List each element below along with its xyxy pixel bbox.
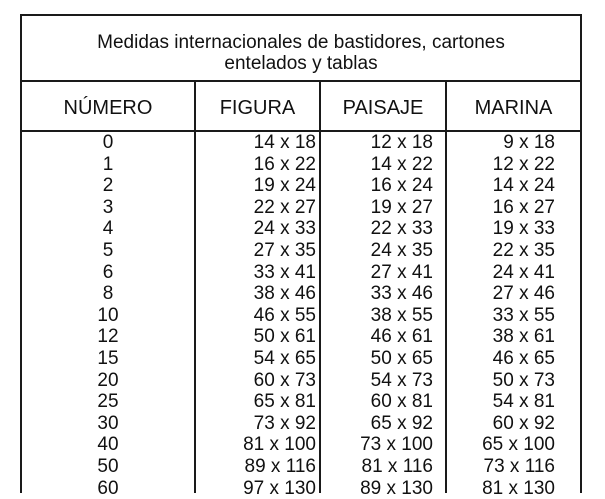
cell-marina: 22 x 35 xyxy=(443,240,555,262)
cell-numero: 25 xyxy=(22,391,194,413)
cell-marina: 16 x 27 xyxy=(443,197,555,219)
cell-numero: 4 xyxy=(22,218,194,240)
header-numero: NÚMERO xyxy=(22,82,194,130)
size-table xyxy=(20,14,582,493)
cell-figura: 97 x 130 xyxy=(194,478,316,499)
cell-paisaje: 50 x 65 xyxy=(321,348,433,370)
cell-figura: 46 x 55 xyxy=(194,305,316,327)
cell-marina: 9 x 18 xyxy=(443,132,555,154)
cell-figura: 33 x 41 xyxy=(194,262,316,284)
cell-figura: 14 x 18 xyxy=(194,132,316,154)
cell-figura: 54 x 65 xyxy=(194,348,316,370)
cell-paisaje: 33 x 46 xyxy=(321,283,433,305)
table-row xyxy=(22,262,580,284)
table-header-row xyxy=(22,82,580,132)
cell-numero: 0 xyxy=(22,132,194,154)
cell-numero: 2 xyxy=(22,175,194,197)
cell-figura: 65 x 81 xyxy=(194,391,316,413)
cell-paisaje: 54 x 73 xyxy=(321,370,433,392)
cell-paisaje: 73 x 100 xyxy=(321,434,433,456)
cell-paisaje: 27 x 41 xyxy=(321,262,433,284)
cell-numero: 8 xyxy=(22,283,194,305)
cell-marina: 14 x 24 xyxy=(443,175,555,197)
cell-numero: 12 xyxy=(22,326,194,348)
header-figura: FIGURA xyxy=(196,82,319,130)
table-title-line-1: Medidas internacionales de bastidores, cartones xyxy=(22,32,580,53)
table-body xyxy=(22,132,580,499)
table-row xyxy=(22,154,580,176)
cell-paisaje: 38 x 55 xyxy=(321,305,433,327)
cell-figura: 38 x 46 xyxy=(194,283,316,305)
cell-figura: 73 x 92 xyxy=(194,413,316,435)
table-row xyxy=(22,391,580,413)
cell-marina: 19 x 33 xyxy=(443,218,555,240)
table-row xyxy=(22,434,580,456)
cell-paisaje: 65 x 92 xyxy=(321,413,433,435)
header-marina: MARINA xyxy=(447,82,580,130)
cell-figura: 27 x 35 xyxy=(194,240,316,262)
table-row xyxy=(22,197,580,219)
cell-marina: 46 x 65 xyxy=(443,348,555,370)
cell-figura: 89 x 116 xyxy=(194,456,316,478)
cell-figura: 50 x 61 xyxy=(194,326,316,348)
table-row xyxy=(22,478,580,499)
cell-numero: 3 xyxy=(22,197,194,219)
cell-marina: 50 x 73 xyxy=(443,370,555,392)
cell-marina: 65 x 100 xyxy=(443,434,555,456)
cell-figura: 19 x 24 xyxy=(194,175,316,197)
cell-numero: 1 xyxy=(22,154,194,176)
table-title-line-2: entelados y tablas xyxy=(22,53,580,74)
cell-paisaje: 12 x 18 xyxy=(321,132,433,154)
table-row xyxy=(22,370,580,392)
cell-paisaje: 46 x 61 xyxy=(321,326,433,348)
cell-paisaje: 16 x 24 xyxy=(321,175,433,197)
cell-figura: 22 x 27 xyxy=(194,197,316,219)
cell-marina: 60 x 92 xyxy=(443,413,555,435)
table-row xyxy=(22,305,580,327)
cell-marina: 24 x 41 xyxy=(443,262,555,284)
table-row xyxy=(22,132,580,154)
table-row xyxy=(22,348,580,370)
cell-numero: 20 xyxy=(22,370,194,392)
cell-figura: 24 x 33 xyxy=(194,218,316,240)
table-row xyxy=(22,283,580,305)
cell-figura: 16 x 22 xyxy=(194,154,316,176)
cell-paisaje: 19 x 27 xyxy=(321,197,433,219)
table-row xyxy=(22,240,580,262)
table-title xyxy=(22,16,580,82)
cell-numero: 15 xyxy=(22,348,194,370)
cell-numero: 5 xyxy=(22,240,194,262)
table-row xyxy=(22,326,580,348)
table-row xyxy=(22,175,580,197)
cell-numero: 30 xyxy=(22,413,194,435)
cell-paisaje: 24 x 35 xyxy=(321,240,433,262)
cell-paisaje: 89 x 130 xyxy=(321,478,433,499)
cell-figura: 60 x 73 xyxy=(194,370,316,392)
cell-numero: 40 xyxy=(22,434,194,456)
cell-figura: 81 x 100 xyxy=(194,434,316,456)
table-row xyxy=(22,456,580,478)
cell-numero: 60 xyxy=(22,478,194,499)
cell-marina: 38 x 61 xyxy=(443,326,555,348)
table-row xyxy=(22,413,580,435)
cell-marina: 12 x 22 xyxy=(443,154,555,176)
cell-marina: 73 x 116 xyxy=(443,456,555,478)
cell-paisaje: 14 x 22 xyxy=(321,154,433,176)
cell-marina: 54 x 81 xyxy=(443,391,555,413)
cell-marina: 81 x 130 xyxy=(443,478,555,499)
cell-paisaje: 60 x 81 xyxy=(321,391,433,413)
cell-paisaje: 22 x 33 xyxy=(321,218,433,240)
cell-numero: 10 xyxy=(22,305,194,327)
cell-marina: 33 x 55 xyxy=(443,305,555,327)
cell-marina: 27 x 46 xyxy=(443,283,555,305)
cell-numero: 6 xyxy=(22,262,194,284)
cell-paisaje: 81 x 116 xyxy=(321,456,433,478)
cell-numero: 50 xyxy=(22,456,194,478)
header-paisaje: PAISAJE xyxy=(321,82,445,130)
table-row xyxy=(22,218,580,240)
